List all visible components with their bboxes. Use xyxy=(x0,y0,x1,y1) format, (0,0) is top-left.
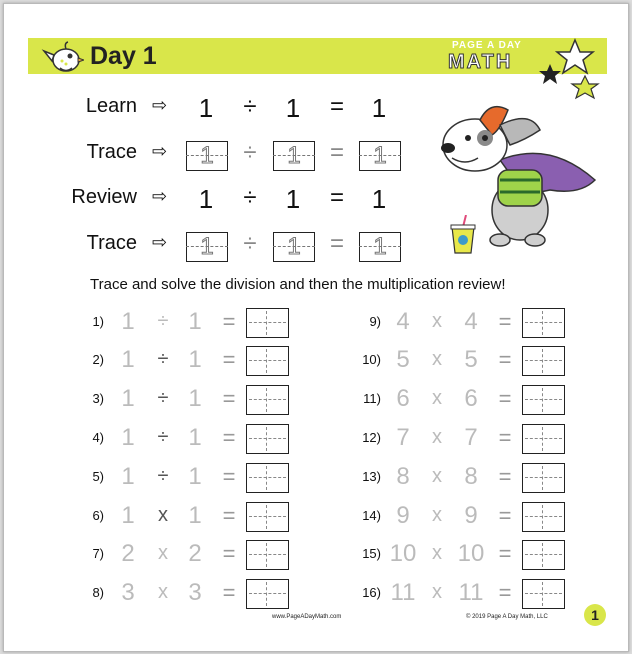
problem-number: 4) xyxy=(92,430,104,445)
footer-url: www.PageADayMath.com xyxy=(272,614,342,620)
problem-operator: x xyxy=(432,465,442,487)
problem-operand: 8 xyxy=(464,463,478,490)
logo-title: MATH xyxy=(448,51,513,73)
problem-operand: 7 xyxy=(396,424,410,451)
problem-operand: 7 xyxy=(464,424,478,451)
problem-operator: ÷ xyxy=(157,387,169,409)
problem-operator: x xyxy=(432,426,442,448)
problem-operator: x xyxy=(432,504,442,526)
problem-equals: = xyxy=(498,386,512,411)
problem-equals: = xyxy=(222,309,236,334)
trace-box[interactable] xyxy=(359,232,401,262)
problem-operator: x xyxy=(158,581,168,603)
problem-number: 15) xyxy=(362,546,381,561)
trace-box[interactable] xyxy=(359,141,401,171)
problem-operand: 8 xyxy=(396,463,410,490)
problem-operand: 2 xyxy=(121,540,135,567)
problem-equals: = xyxy=(498,503,512,528)
problem-equals: = xyxy=(498,347,512,372)
bird-icon xyxy=(40,41,84,75)
problem-operand: 4 xyxy=(464,308,478,335)
problem-operand: 6 xyxy=(464,385,478,412)
problem-number: 8) xyxy=(92,585,104,600)
problem-operand: 3 xyxy=(121,579,135,606)
problem-number: 6) xyxy=(92,508,104,523)
example-label: Trace xyxy=(86,141,137,163)
problem-operator: x xyxy=(158,504,168,526)
problem-operand: 6 xyxy=(396,385,410,412)
answer-box[interactable] xyxy=(522,385,565,415)
problem-number: 13) xyxy=(362,469,381,484)
problem-operand: 1 xyxy=(188,502,202,529)
answer-box[interactable] xyxy=(522,424,565,454)
trace-box[interactable] xyxy=(273,232,315,262)
problem-number: 3) xyxy=(92,391,104,406)
problem-operand: 1 xyxy=(188,463,202,490)
drink-cup-icon xyxy=(448,215,478,255)
problem-operand: 5 xyxy=(464,346,478,373)
example-operator: ÷ xyxy=(243,184,257,211)
problem-operand: 11 xyxy=(390,579,416,606)
instructions-text: Trace and solve the division and then the multiplication review! xyxy=(90,276,506,293)
problem-operand: 5 xyxy=(396,346,410,373)
example-operator: ÷ xyxy=(243,139,257,166)
problem-equals: = xyxy=(222,503,236,528)
problem-operand: 11 xyxy=(458,579,484,606)
trace-digit: 1 xyxy=(373,233,387,260)
trace-digit: 1 xyxy=(200,142,214,169)
example-digit: 1 xyxy=(371,184,387,214)
problem-operand: 1 xyxy=(121,424,135,451)
problem-operand: 1 xyxy=(188,346,202,373)
problem-number: 11) xyxy=(363,391,381,406)
example-operator: ÷ xyxy=(243,230,257,257)
problem-operand: 1 xyxy=(188,385,202,412)
arrow-icon: ⇨ xyxy=(152,186,168,206)
problem-operand: 1 xyxy=(121,308,135,335)
problem-operand: 1 xyxy=(121,385,135,412)
problem-number: 7) xyxy=(92,546,104,561)
problem-operand: 9 xyxy=(396,502,410,529)
answer-box[interactable] xyxy=(246,385,289,415)
problem-operator: ÷ xyxy=(157,426,169,448)
example-digit: 1 xyxy=(285,184,301,214)
problem-equals: = xyxy=(498,580,512,605)
problem-operand: 10 xyxy=(389,540,417,567)
problem-operand: 9 xyxy=(464,502,478,529)
problem-equals: = xyxy=(222,541,236,566)
problem-operand: 1 xyxy=(188,424,202,451)
problem-operand: 1 xyxy=(121,502,135,529)
trace-digit: 1 xyxy=(287,233,301,260)
trace-digit: 1 xyxy=(200,233,214,260)
example-label: Review xyxy=(71,186,137,208)
problem-operator: ÷ xyxy=(157,465,169,487)
problem-operand: 1 xyxy=(121,463,135,490)
example-operator: = xyxy=(329,230,344,257)
problem-number: 14) xyxy=(362,508,381,523)
problem-operator: x xyxy=(432,542,442,564)
answer-box[interactable] xyxy=(522,308,565,338)
problem-equals: = xyxy=(222,386,236,411)
arrow-icon: ⇨ xyxy=(152,95,168,115)
problem-number: 16) xyxy=(362,585,381,600)
arrow-icon: ⇨ xyxy=(152,232,168,252)
problem-equals: = xyxy=(222,347,236,372)
answer-box[interactable] xyxy=(522,463,565,493)
problem-equals: = xyxy=(498,309,512,334)
problem-operator: x xyxy=(432,310,442,332)
example-label: Trace xyxy=(86,232,137,254)
problem-operator: x xyxy=(432,387,442,409)
problem-number: 5) xyxy=(92,469,104,484)
answer-box[interactable] xyxy=(246,424,289,454)
problem-equals: = xyxy=(498,464,512,489)
example-digit: 1 xyxy=(371,93,387,123)
example-operator: ÷ xyxy=(243,93,257,120)
example-digit: 1 xyxy=(198,93,214,123)
trace-digit: 1 xyxy=(373,142,387,169)
problem-equals: = xyxy=(222,425,236,450)
problem-operand: 4 xyxy=(396,308,410,335)
answer-box[interactable] xyxy=(246,346,289,376)
problem-operator: x xyxy=(158,542,168,564)
problem-equals: = xyxy=(222,580,236,605)
example-digit: 1 xyxy=(198,184,214,214)
answer-box[interactable] xyxy=(246,540,289,570)
problem-operator: x xyxy=(432,348,442,370)
problem-number: 12) xyxy=(362,430,381,445)
problem-operator: ÷ xyxy=(157,310,169,332)
answer-box[interactable] xyxy=(246,463,289,493)
arrow-icon: ⇨ xyxy=(152,141,168,161)
problem-operand: 1 xyxy=(188,308,202,335)
answer-box[interactable] xyxy=(522,579,565,609)
trace-box[interactable] xyxy=(273,141,315,171)
problem-operator: x xyxy=(432,581,442,603)
problem-number: 10) xyxy=(362,352,381,367)
problem-operand: 1 xyxy=(121,346,135,373)
problem-equals: = xyxy=(498,541,512,566)
problem-operand: 10 xyxy=(457,540,485,567)
answer-box[interactable] xyxy=(246,502,289,532)
problem-number: 9) xyxy=(369,314,381,329)
trace-box[interactable] xyxy=(186,141,228,171)
page-title: Day 1 xyxy=(90,42,157,70)
footer-copyright: © 2019 Page A Day Math, LLC xyxy=(466,614,548,620)
trace-digit: 1 xyxy=(287,142,301,169)
example-label: Learn xyxy=(85,95,137,117)
answer-box[interactable] xyxy=(522,502,565,532)
answer-box[interactable] xyxy=(246,579,289,609)
page-number-badge: 1 xyxy=(584,604,606,626)
problem-operand: 2 xyxy=(188,540,202,567)
example-operator: = xyxy=(329,93,344,120)
problem-number: 1) xyxy=(92,314,104,329)
problem-equals: = xyxy=(498,425,512,450)
answer-box[interactable] xyxy=(522,346,565,376)
problem-operator: ÷ xyxy=(157,348,169,370)
stars-icon xyxy=(535,38,610,103)
example-operator: = xyxy=(329,139,344,166)
problem-operand: 3 xyxy=(188,579,202,606)
example-operator: = xyxy=(329,184,344,211)
answer-box[interactable] xyxy=(522,540,565,570)
example-digit: 1 xyxy=(285,93,301,123)
problem-number: 2) xyxy=(92,352,104,367)
answer-box[interactable] xyxy=(246,308,289,338)
trace-box[interactable] xyxy=(186,232,228,262)
problem-equals: = xyxy=(222,464,236,489)
logo-subtitle: PAGE A DAY xyxy=(452,40,522,51)
